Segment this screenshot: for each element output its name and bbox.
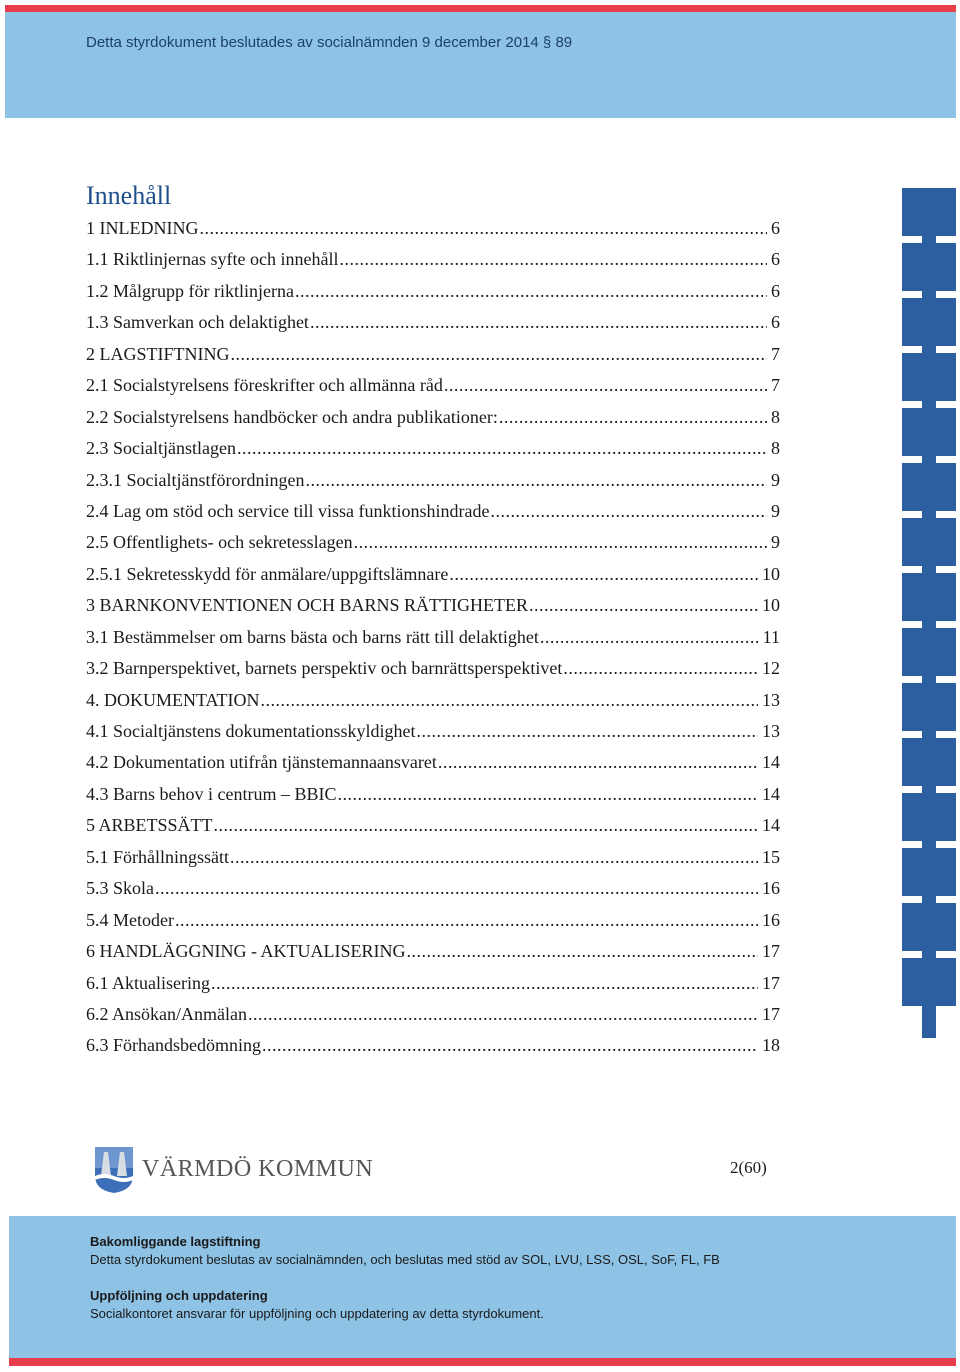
- strip-block: [902, 573, 956, 621]
- toc-entry-label: 1 INLEDNING: [86, 218, 199, 238]
- toc-entry-label: 6 HANDLÄGGNING - AKTUALISERING: [86, 941, 406, 962]
- side-decorative-strip: [902, 188, 956, 1038]
- toc-entry-label: 2.4 Lag om stöd och service till vissa funktionshindrade: [86, 500, 490, 521]
- strip-block: [902, 408, 956, 456]
- strip-block: [902, 353, 956, 401]
- toc-dot-leader: [354, 528, 767, 556]
- toc-dot-leader: [438, 748, 758, 776]
- municipality-name: VÄRMDÖ KOMMUN: [142, 1156, 374, 1182]
- footer-followup-text: Socialkontoret ansvarar för uppföljning och uppdatering av detta styrdokument.: [90, 1306, 544, 1321]
- toc-dot-leader: [449, 560, 758, 588]
- toc-list: [86, 214, 780, 1063]
- toc-entry[interactable]: [86, 686, 780, 717]
- toc-entry-label: 3.2 Barnperspektivet, barnets perspektiv och barnrättsperspektivet: [86, 658, 563, 679]
- toc-entry-page: 12: [762, 658, 780, 679]
- toc-entry[interactable]: [86, 371, 780, 402]
- strip-block: [902, 848, 956, 896]
- toc-entry-page: 16: [762, 909, 780, 930]
- toc-dot-leader: [237, 434, 767, 462]
- toc-dot-leader: [295, 277, 767, 305]
- toc-entry-page: 6: [771, 280, 780, 301]
- toc-entry-label: 6.3 Förhandsbedömning: [86, 1035, 261, 1056]
- toc-entry-label: 2.1 Socialstyrelsens föreskrifter och allmänna råd: [86, 375, 443, 396]
- toc-entry[interactable]: [86, 245, 780, 276]
- toc-entry-label: 2.5 Offentlighets- och sekretesslagen: [86, 532, 353, 553]
- toc-entry-page: 11: [762, 626, 780, 647]
- toc-entry-page: 9: [771, 532, 780, 553]
- toc-entry-page: 13: [762, 689, 780, 710]
- toc-entry[interactable]: [86, 843, 780, 874]
- toc-entry[interactable]: [86, 1031, 780, 1062]
- toc-dot-leader: [155, 874, 758, 902]
- footer-legislation-text: Detta styrdokument beslutas av socialnämnden, och beslutas med stöd av SOL, LVU, LSS, OSL, SoF, FL, FB: [90, 1252, 720, 1267]
- footer-followup-heading: Uppföljning och uppdatering: [90, 1288, 268, 1303]
- toc-entry-page: 10: [762, 595, 780, 616]
- toc-dot-leader: [175, 906, 758, 934]
- strip-block: [902, 463, 956, 511]
- toc-dot-leader: [261, 686, 758, 714]
- strip-block: [902, 298, 956, 346]
- toc-entry[interactable]: [86, 340, 780, 371]
- strip-block: [902, 243, 956, 291]
- toc-dot-leader: [262, 1031, 758, 1059]
- toc-entry[interactable]: [86, 497, 780, 528]
- toc-entry-page: 6: [771, 312, 780, 333]
- toc-dot-leader: [310, 308, 767, 336]
- header-band: [5, 12, 956, 118]
- toc-entry-label: 5 ARBETSSÄTT: [86, 815, 213, 836]
- toc-entry[interactable]: [86, 937, 780, 968]
- header-decision-text: Detta styrdokument beslutades av socialnämnden 9 december 2014 § 89: [86, 34, 573, 51]
- toc-entry-label: 2 LAGSTIFTNING: [86, 343, 230, 364]
- toc-entry-label: 4.2 Dokumentation utifrån tjänstemannaansvaret: [86, 752, 437, 773]
- toc-entry-label: 3 BARNKONVENTIONEN OCH BARNS RÄTTIGHETER: [86, 595, 528, 616]
- strip-block: [902, 738, 956, 786]
- toc-dot-leader: [499, 403, 767, 431]
- toc-dot-leader: [540, 623, 759, 651]
- toc-entry-label: 5.1 Förhållningssätt: [86, 846, 229, 867]
- toc-entry[interactable]: [86, 560, 780, 591]
- toc-entry-page: 9: [771, 500, 780, 521]
- toc-entry-label: 1.1 Riktlinjernas syfte och innehåll: [86, 249, 339, 270]
- footer-red-rule: [9, 1358, 956, 1366]
- toc-entry[interactable]: [86, 277, 780, 308]
- toc-entry[interactable]: [86, 717, 780, 748]
- toc-entry[interactable]: [86, 874, 780, 905]
- toc-title: Innehåll: [86, 181, 172, 210]
- page-number: 2(60): [730, 1158, 767, 1177]
- toc-entry-label: 1.2 Målgrupp för riktlinjerna: [86, 280, 294, 301]
- toc-dot-leader: [563, 654, 758, 682]
- strip-block: [902, 903, 956, 951]
- toc-entry[interactable]: [86, 780, 780, 811]
- toc-entry[interactable]: [86, 214, 780, 245]
- toc-entry[interactable]: [86, 1000, 780, 1031]
- toc-entry-page: 8: [771, 406, 780, 427]
- toc-entry-page: 6: [771, 249, 780, 270]
- toc-dot-leader: [416, 717, 758, 745]
- toc-entry-page: 17: [762, 941, 780, 962]
- strip-block: [902, 958, 956, 1006]
- toc-entry-label: 4.3 Barns behov i centrum – BBIC: [86, 783, 337, 804]
- toc-entry-label: 6.1 Aktualisering: [86, 972, 210, 993]
- top-red-rule: [5, 5, 956, 12]
- toc-dot-leader: [231, 340, 768, 368]
- toc-dot-leader: [529, 591, 758, 619]
- toc-entry-label: 3.1 Bestämmelser om barns bästa och barns rätt till delaktighet: [86, 626, 539, 647]
- toc-entry-page: 7: [771, 375, 780, 396]
- toc-entry[interactable]: [86, 403, 780, 434]
- toc-dot-leader: [214, 811, 758, 839]
- toc-entry-page: 17: [762, 972, 780, 993]
- toc-entry[interactable]: [86, 969, 780, 1000]
- toc-dot-leader: [211, 969, 758, 997]
- toc-dot-leader: [230, 843, 758, 871]
- toc-entry-label: 5.3 Skola: [86, 878, 155, 899]
- toc-entry-page: 16: [762, 878, 780, 899]
- toc-entry[interactable]: [86, 466, 780, 497]
- toc-entry[interactable]: [86, 528, 780, 559]
- toc-dot-leader: [305, 466, 767, 494]
- strip-block: [902, 188, 956, 236]
- strip-block: [902, 683, 956, 731]
- toc-dot-leader: [406, 937, 758, 965]
- toc-entry-label: 2.5.1 Sekretesskydd för anmälare/uppgiftslämnare: [86, 563, 449, 584]
- toc-entry-page: 7: [771, 343, 780, 364]
- toc-entry[interactable]: [86, 308, 780, 339]
- toc-dot-leader: [248, 1000, 758, 1028]
- toc-entry-page: 14: [762, 815, 780, 836]
- varmdo-coat-of-arms-icon: [94, 1146, 134, 1194]
- toc-entry-page: 9: [771, 469, 780, 490]
- toc-entry-page: 13: [762, 721, 780, 741]
- toc-entry-page: 17: [762, 1003, 780, 1024]
- footer-legislation-heading: Bakomliggande lagstiftning: [90, 1234, 261, 1249]
- strip-block: [902, 793, 956, 841]
- strip-block: [902, 518, 956, 566]
- toc-entry-page: 14: [762, 752, 780, 773]
- toc-entry-label: 5.4 Metoder: [86, 909, 174, 930]
- toc-entry-label: 1.3 Samverkan och delaktighet: [86, 312, 309, 333]
- toc-entry[interactable]: [86, 434, 780, 465]
- toc-dot-leader: [337, 780, 758, 808]
- toc-dot-leader: [199, 214, 767, 242]
- toc-entry-label: 4.1 Socialtjänstens dokumentationsskyldighet: [86, 721, 416, 741]
- toc-dot-leader: [339, 245, 767, 273]
- toc-entry-label: 6.2 Ansökan/Anmälan: [86, 1003, 247, 1024]
- toc-entry-page: 18: [762, 1035, 780, 1056]
- toc-entry[interactable]: [86, 906, 780, 937]
- toc-entry-label: 4. DOKUMENTATION: [86, 689, 260, 710]
- toc-dot-leader: [444, 371, 767, 399]
- toc-entry-page: 10: [762, 563, 780, 584]
- toc-entry-label: 2.3.1 Socialtjänstförordningen: [86, 469, 305, 490]
- strip-block: [902, 628, 956, 676]
- toc-entry-page: 8: [771, 438, 780, 459]
- toc-entry[interactable]: [86, 623, 780, 654]
- toc-entry[interactable]: [86, 591, 780, 622]
- toc-entry-label: 2.2 Socialstyrelsens handböcker och andra publikationer:: [86, 406, 498, 427]
- toc-entry[interactable]: [86, 811, 780, 842]
- toc-entry-page: 6: [771, 218, 780, 238]
- toc-entry-page: 14: [762, 783, 780, 804]
- toc-entry-label: 2.3 Socialtjänstlagen: [86, 438, 236, 459]
- toc-entry[interactable]: [86, 654, 780, 685]
- toc-entry[interactable]: [86, 748, 780, 779]
- toc-dot-leader: [490, 497, 767, 525]
- toc-entry-page: 15: [762, 846, 780, 867]
